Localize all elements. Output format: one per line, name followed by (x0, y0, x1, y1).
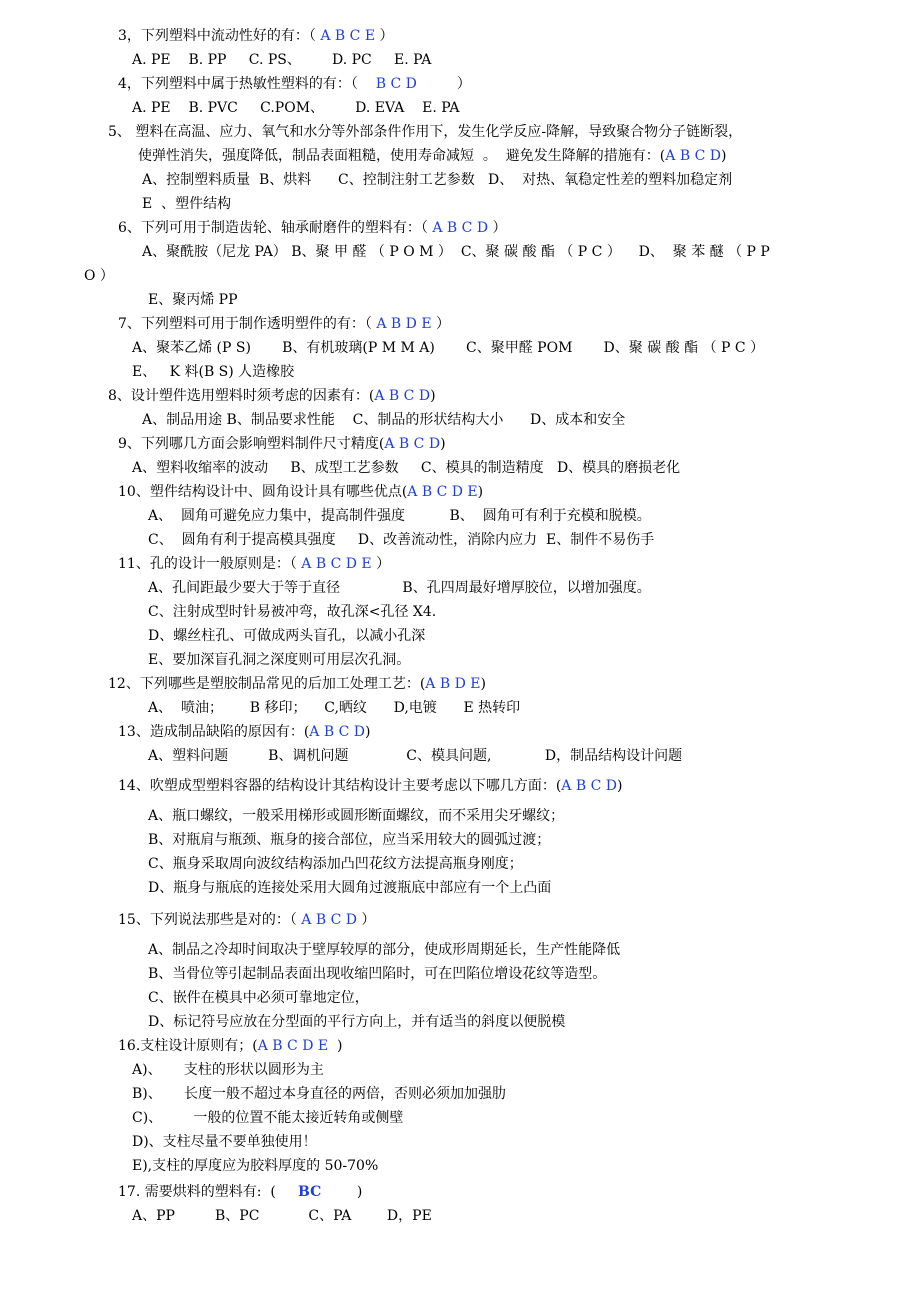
answer: A B C D E (407, 484, 478, 500)
options: D)、支柱尽量不要单独使用！ (132, 1134, 317, 1150)
question-15: 15、下列说法那些是对的：（ A B C D ） (118, 912, 376, 928)
options: A、PP B、PC C、PA D，PE (132, 1208, 432, 1224)
answer: A B C D E (301, 556, 372, 572)
answer: B C D (375, 76, 417, 92)
question-12: 12、下列哪些是塑胶制品常见的后加工处理工艺：(A B D E) (108, 676, 486, 692)
question-14: 14、吹塑成型塑料容器的结构设计其结构设计主要考虑以下哪几方面：(A B C D) (118, 778, 623, 794)
options: E、 K 料(B S) 人造橡胶 (132, 364, 295, 380)
options: A、聚苯乙烯 (P S) B、有机玻璃(P M M A) C、聚甲醛 POM D、聚 碳 酸 酯 （ P C ） (132, 340, 765, 356)
options: C、嵌件在模具中必须可靠地定位， (148, 990, 369, 1006)
options: E、要加深盲孔洞之深度则可用层次孔洞。 (148, 652, 411, 668)
options: E、聚丙烯 PP (148, 292, 238, 308)
options: A. PE B. PP C. PS、 D. PC E. PA (132, 52, 432, 68)
question-6: 6、下列可用于制造齿轮、轴承耐磨件的塑料有：（ A B C D ） (118, 220, 507, 236)
options: C、 圆角有利于提高模具强度 D、改善流动性，消除内应力 E、制件不易伤手 (148, 532, 655, 548)
options-wrap: O ） (84, 268, 114, 284)
question-7: 7、下列塑料可用于制作透明塑件的有：（ A B D E ） (118, 316, 451, 332)
answer: A B C D (665, 148, 721, 164)
answer: A B C E (320, 28, 376, 44)
options: C)、 一般的位置不能太接近转角或侧壁 (132, 1110, 404, 1126)
answer: A B C D (374, 388, 431, 404)
options: C、注射成型时针易被冲弯，故孔深<孔径 X4. (148, 604, 437, 620)
question-13: 13、造成制品缺陷的原因有：(A B C D) (118, 724, 371, 740)
options: D、螺丝柱孔、可做成两头盲孔，以减小孔深 (148, 628, 426, 644)
answer: A B C D E (257, 1038, 329, 1054)
options: B、对瓶肩与瓶颈、瓶身的接合部位，应当采用较大的圆弧过渡； (148, 832, 551, 848)
answer: A B D E (376, 316, 432, 332)
answer: A B C D (301, 912, 357, 928)
options: A、塑料收缩率的波动 B、成型工艺参数 C、模具的制造精度 D、模具的磨损老化 (132, 460, 681, 476)
options: A、塑料问题 B、调机问题 C、模具问题, D，制品结构设计问题 (148, 748, 683, 764)
options: B)、 长度一般不超过本身直径的两倍，否则必须加加强肋 (132, 1086, 506, 1102)
question-17: 17. 需要烘料的塑料有: ( BC ) (118, 1184, 363, 1200)
question-9: 9、下列哪几方面会影响塑料制件尺寸精度(A B C D) (118, 436, 446, 452)
options: A、制品之冷却时间取决于壁厚较厚的部分，使成形周期延长，生产性能降低 (148, 942, 621, 958)
options: C、瓶身采取周向波纹结构添加凸凹花纹方法提高瓶身刚度； (148, 856, 523, 872)
question-10: 10、塑件结构设计中、圆角设计具有哪些优点(A B C D E) (118, 484, 484, 500)
options: D、标记符号应放在分型面的平行方向上，并有适当的斜度以便脱模 (148, 1014, 566, 1030)
answer: A B D E (425, 676, 481, 692)
options: A. PE B. PVC C.POM、 D. EVA E. PA (132, 100, 460, 116)
question-16: 16.支柱设计原则有；(A B C D E ) (118, 1038, 343, 1054)
answer: A B C D (561, 778, 617, 794)
question-5: 5、 塑料在高温、应力、氧气和水分等外部条件作用下，发生化学反应-降解，导致聚合物分子链断裂， (108, 124, 743, 140)
answer: A B C D (309, 724, 365, 740)
options: A)、 支柱的形状以圆形为主 (132, 1062, 324, 1078)
options: D、瓶身与瓶底的连接处采用大圆角过渡瓶底中部应有一个上凸面 (148, 880, 552, 896)
options: A、 喷油； B 移印； C,晒纹 D,电镀 E 热转印 (148, 700, 521, 716)
options: A、聚酰胺（尼龙 PA） B、聚 甲 醛 （ P O M ） C、聚 碳 酸 酯 （ P C ） D、 聚 苯 醚 （ P P (142, 244, 770, 260)
answer: BC (298, 1184, 322, 1200)
options: A、孔间距最少要大于等于直径 B、孔四周最好增厚胶位，以增加强度。 (148, 580, 651, 596)
question-5-cont: 使弹性消失，强度降低，制品表面粗糙，使用寿命减短 。 避免发生降解的措施有：(A B C D) (138, 148, 727, 164)
options: A、瓶口螺纹，一般采用梯形或圆形断面螺纹，而不采用尖牙螺纹； (148, 808, 565, 824)
question-11: 11、孔的设计一般原则是：（ A B C D E ） (118, 556, 391, 572)
options: A、制品用途 B、制品要求性能 C、制品的形状结构大小 D、成本和安全 (142, 412, 626, 428)
options: A、控制塑料质量 B、烘料 C、控制注射工艺参数 D、 对热、氧稳定性差的塑料加稳定剂 (142, 172, 733, 188)
question-3: 3，下列塑料中流动性好的有：（ A B C E ） (118, 28, 394, 44)
options: A、 圆角可避免应力集中，提高制件强度 B、 圆角可有利于充模和脱模。 (148, 508, 651, 524)
question-4: 4，下列塑料中属于热敏性塑料的有：（ B C D ） (118, 76, 471, 92)
answer: A B C D (432, 220, 489, 236)
options: B、当骨位等引起制品表面出现收缩凹陷时，可在凹陷位增设花纹等造型。 (148, 966, 607, 982)
answer: A B C D (384, 436, 441, 452)
options: E 、塑件结构 (142, 196, 232, 212)
options: E),支柱的厚度应为胶料厚度的 50-70% (132, 1158, 379, 1174)
question-8: 8、设计塑件选用塑料时须考虑的因素有：(A B C D) (108, 388, 436, 404)
